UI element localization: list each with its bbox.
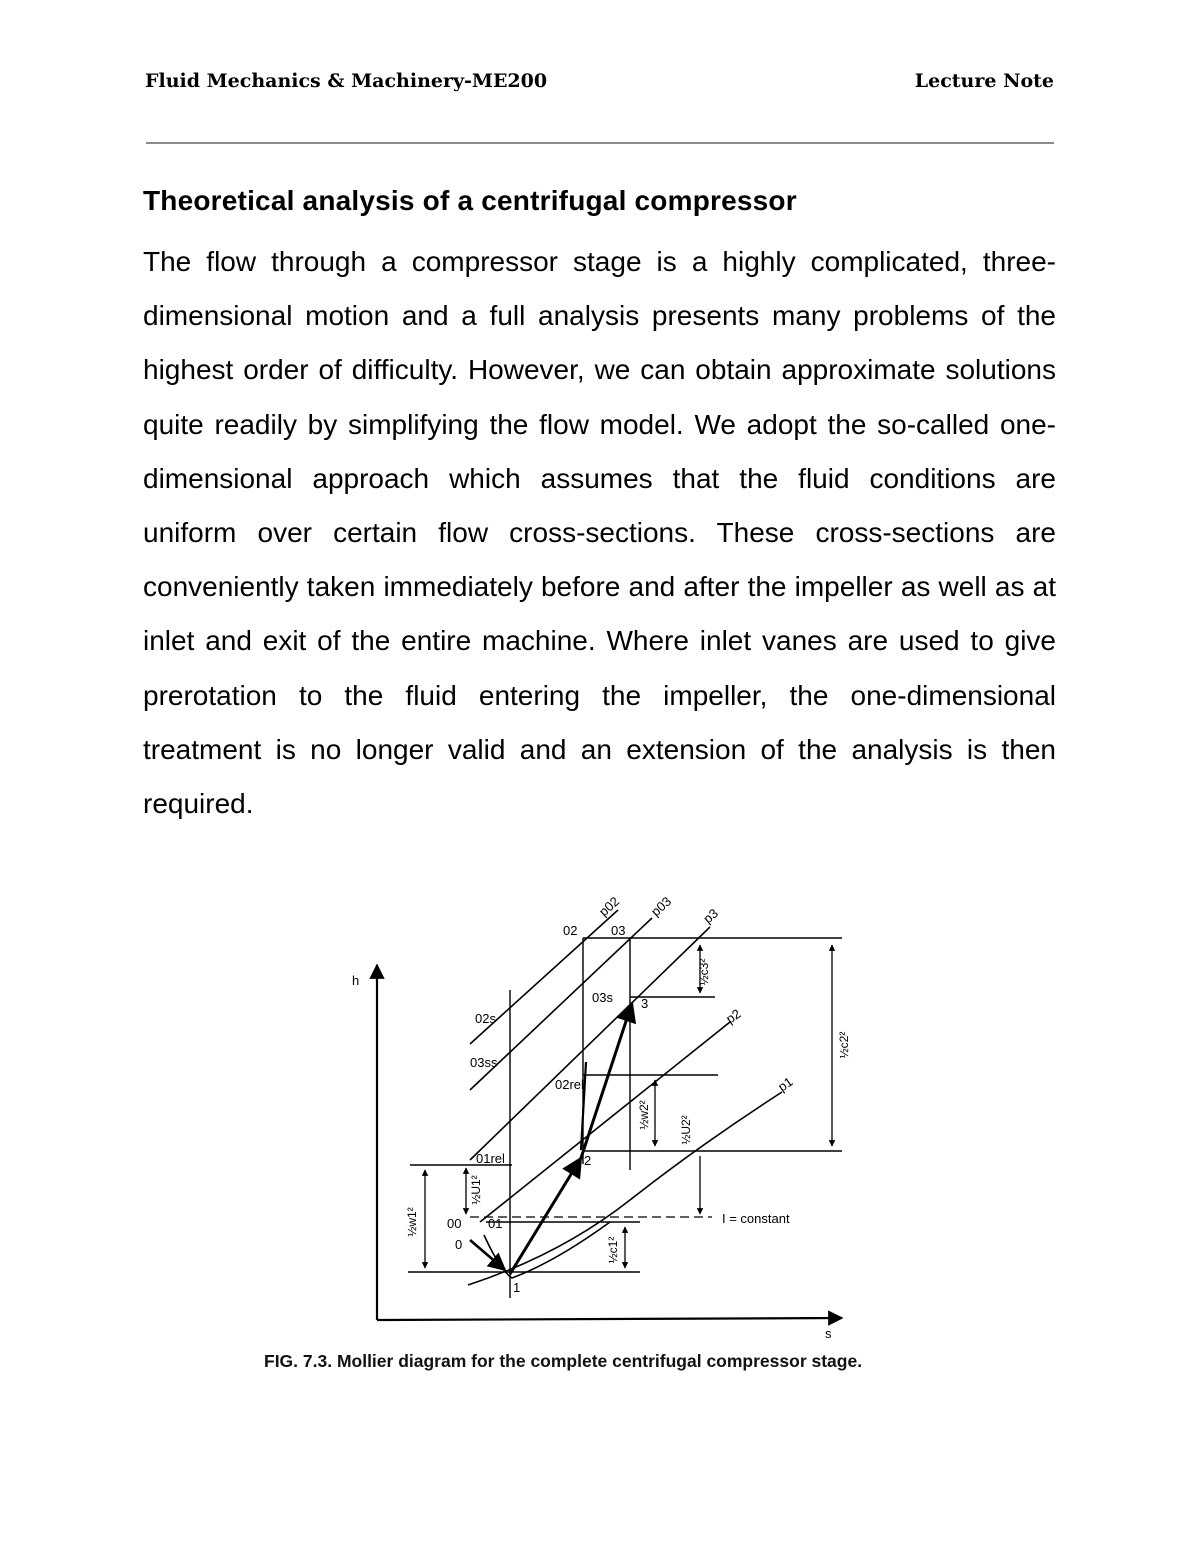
pt-03s: 03s: [592, 990, 613, 1005]
axis-label-s: s: [825, 1326, 832, 1341]
pt-0: 0: [455, 1237, 463, 1252]
figure-caption: FIG. 7.3. Mollier diagram for the complete centrifugal compressor stage.: [264, 1351, 863, 1371]
s-axis: [377, 1318, 842, 1320]
isobar-label-p2: p2: [723, 1005, 744, 1027]
pt-02s: 02s: [475, 1011, 496, 1026]
pt-01: 01: [488, 1216, 503, 1231]
isobar-label-p1: p1: [775, 1073, 796, 1095]
dim-label-c2: ½c2²: [837, 1031, 851, 1059]
dim-label-u2: ½U2²: [679, 1115, 693, 1145]
pt-2: 2: [584, 1153, 592, 1168]
isobar-p3: [470, 927, 710, 1160]
pt-1: 1: [513, 1280, 521, 1295]
pt-03ss: 03ss: [470, 1055, 498, 1070]
pt-03: 03: [611, 923, 626, 938]
pt-02: 02: [563, 923, 578, 938]
dim-label-c1: ½c1²: [606, 1236, 620, 1264]
header-divider: [146, 142, 1054, 144]
header-lecture-note: Lecture Note: [914, 70, 1054, 92]
body-paragraph: The flow through a compressor stage is a highly complicated, three-dimensional motion and a full analysis presents many problems of the highest order of difficulty. However, we can obtain approximate solutions quite readily by simplifying the flow model. We adopt the so-called one-dimensional approach which assumes that the fluid conditions are uniform over certain flow cross-sections. These cross-sections are conveniently taken immediately before and after the impeller as well as at inlet and exit of the entire machine. Where inlet vanes are used to give prerotation to the fluid entering the impeller, the one-dimensional treatment is no longer valid and an extension of the analysis is then required.: [143, 246, 1056, 820]
pt-02rel: 02rel: [555, 1077, 584, 1092]
mollier-diagram: [340, 890, 880, 1345]
header-course-title: Fluid Mechanics & Machinery-ME200: [145, 70, 548, 92]
section-title: Theoretical analysis of a centrifugal compressor: [143, 185, 797, 216]
process-1-2: [510, 1158, 581, 1274]
dim-label-w1: ½w1²: [405, 1207, 419, 1237]
isobar-label-p03: p03: [647, 893, 675, 920]
process-0-1: [470, 1240, 505, 1270]
rothalpy-label: I = constant: [722, 1211, 790, 1226]
pt-01rel: 01rel: [476, 1151, 505, 1166]
pt-3: 3: [641, 996, 649, 1011]
dim-label-w2: ½w2²: [637, 1100, 651, 1130]
isobar-label-p3: p3: [700, 905, 722, 927]
isobar-label-p02: p02: [595, 893, 623, 920]
process-2-3: [581, 1003, 632, 1158]
pt-00: 00: [447, 1216, 462, 1231]
dim-label-c3: ½c3²: [697, 958, 711, 986]
axis-label-h: h: [352, 973, 360, 988]
dim-label-u1: ½U1²: [469, 1175, 483, 1205]
